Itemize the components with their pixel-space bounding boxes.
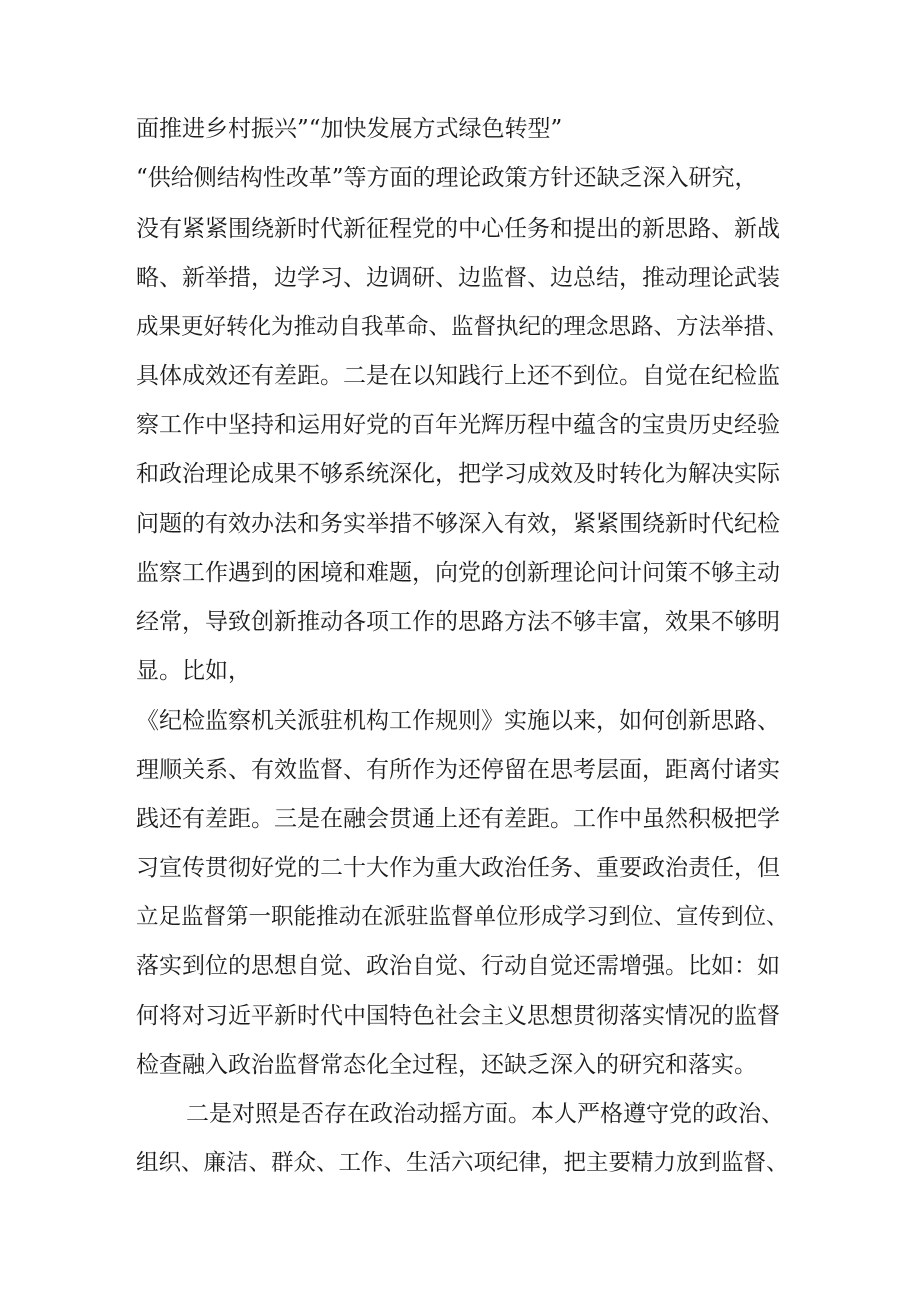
text-line: 具体成效还有差距。二是在以知践行上还不到位。自觉在纪检监: [136, 363, 780, 389]
text-line: 组织、廉洁、群众、工作、生活六项纪律，把主要精力放到监督、: [136, 1150, 789, 1176]
text-line: 略、新举措，边学习、边调研、边监督、边总结，推动理论武装: [136, 265, 780, 291]
text-line: 检查融入政治监督常态化全过程，还缺乏深入的研究和落实。: [136, 1052, 757, 1078]
text-line: 察工作中坚持和运用好党的百年光辉历程中蕴含的宝贵历史经验: [136, 412, 780, 438]
text-line: 面推进乡村振兴”“加快发展方式绿色转型”: [136, 116, 563, 142]
text-line: 何将对习近平新时代中国特色社会主义思想贯彻落实情况的监督: [136, 1003, 780, 1029]
text-line: 显。比如，: [136, 658, 251, 684]
text-line: 没有紧紧围绕新时代新征程党的中心任务和提出的新思路、新战: [136, 216, 780, 242]
text-line: 问题的有效办法和务实举措不够深入有效，紧紧围绕新时代纪检: [136, 511, 780, 537]
text-line: 《纪检监察机关派驻机构工作规则》实施以来，如何创新思路、: [136, 708, 780, 734]
text-line: 理顺关系、有效监督、有所作为还停留在思考层面，距离付诸实: [136, 757, 780, 783]
text-line: 监察工作遇到的困境和难题，向党的创新理论问计问策不够主动: [136, 560, 780, 586]
text-line: “供给侧结构性改革”等方面的理论政策方针还缺乏深入研究，: [136, 165, 758, 191]
text-line: 落实到位的思想自觉、政治自觉、行动自觉还需增强。比如：如: [136, 953, 780, 979]
text-line: 和政治理论成果不够系统深化，把学习成效及时转化为解决实际: [136, 461, 780, 487]
text-line: 经常，导致创新推动各项工作的思路方法不够丰富，效果不够明: [136, 609, 780, 635]
text-line: 成果更好转化为推动自我革命、监督执纪的理念思路、方法举措、: [136, 314, 789, 340]
text-line: 立足监督第一职能推动在派驻监督单位形成学习到位、宣传到位、: [136, 904, 789, 930]
text-line: 践还有差距。三是在融会贯通上还有差距。工作中虽然积极把学: [136, 806, 780, 832]
text-line: 习宣传贯彻好党的二十大作为重大政治任务、重要政治责任，但: [136, 855, 780, 881]
paragraph-first-line: 二是对照是否存在政治动摇方面。本人严格遵守党的政治、: [186, 1101, 784, 1127]
